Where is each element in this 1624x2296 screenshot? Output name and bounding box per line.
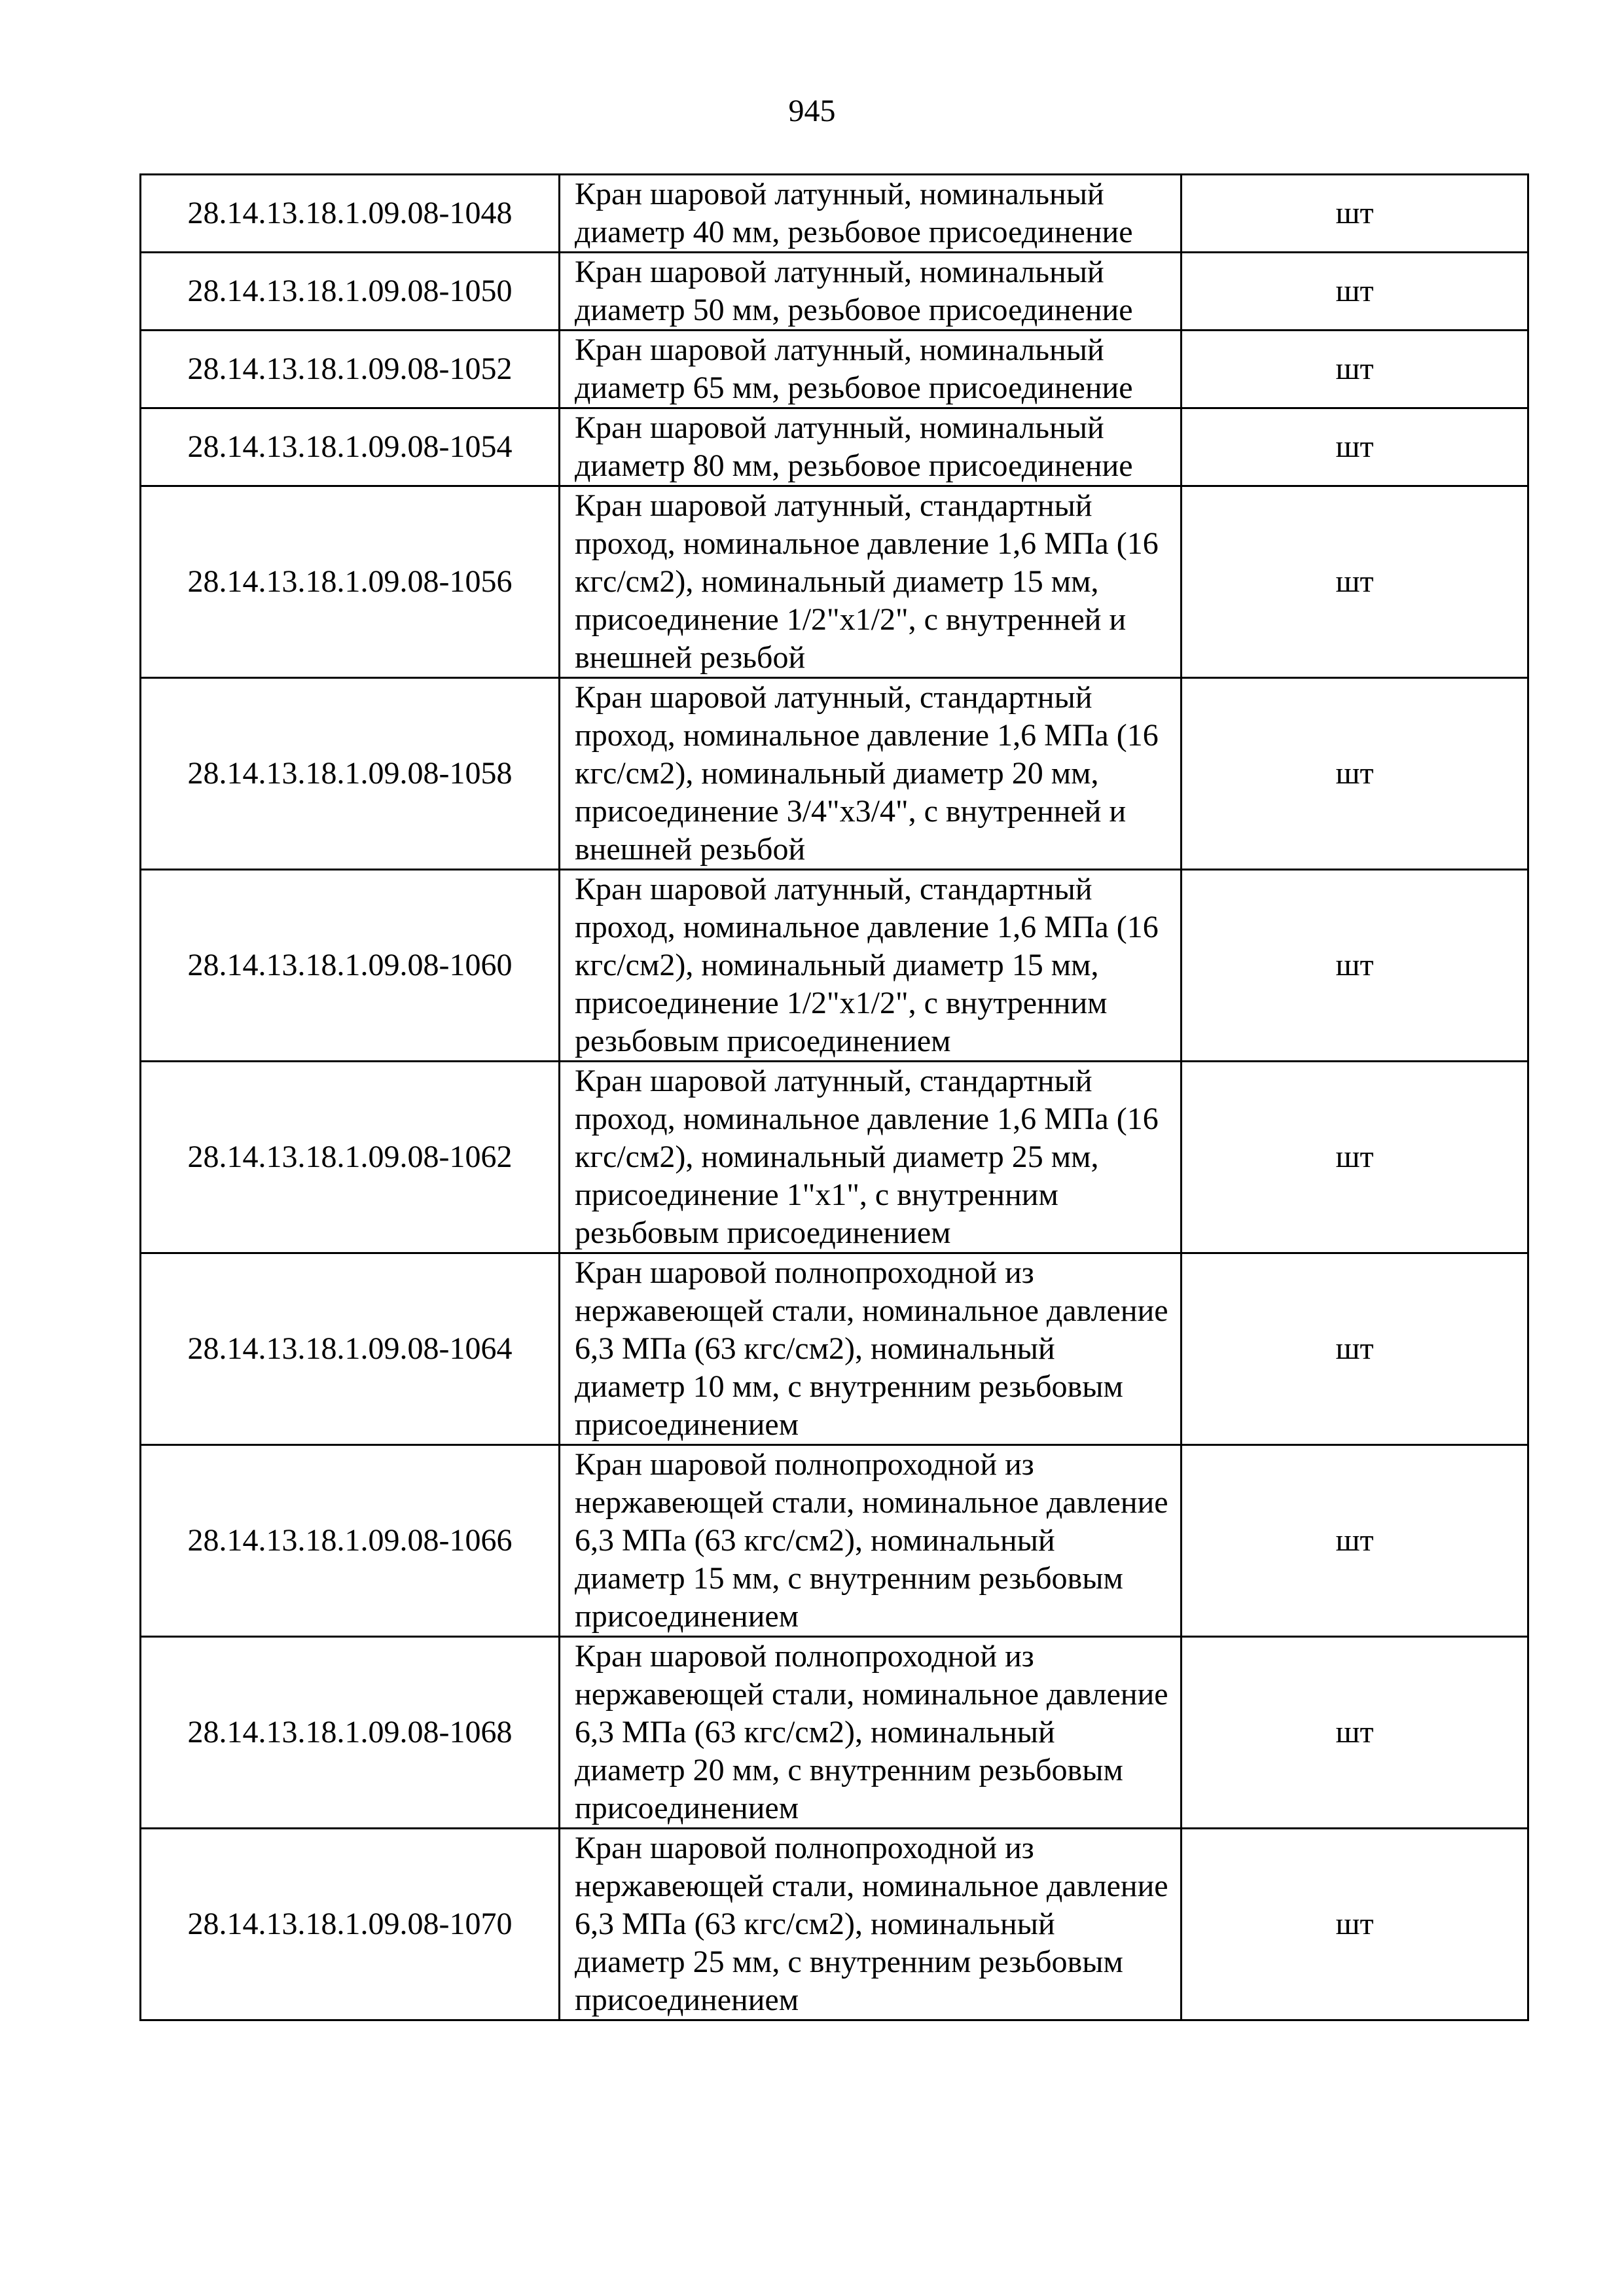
resource-unit: шт	[1182, 1445, 1528, 1637]
resource-unit: шт	[1182, 1062, 1528, 1253]
page-number: 945	[788, 94, 836, 128]
table-row	[141, 1062, 1528, 1253]
table-row	[141, 1637, 1528, 1829]
resource-unit: шт	[1182, 331, 1528, 408]
resource-name: Кран шаровой полнопроходной из нержавеющей стали, номинальное давление 6,3 МПа (63 кгс/см2), номинальный диаметр 10 мм, с внутренним резьбовым присоединением	[560, 1253, 1182, 1445]
resource-name: Кран шаровой латунный, стандартный проход, номинальное давление 1,6 МПа (16 кгс/см2), номинальный диаметр 25 мм, присоединение 1"x1", с внутренним резьбовым присоединением	[560, 1062, 1182, 1253]
resource-unit: шт	[1182, 1829, 1528, 2020]
resource-unit: шт	[1182, 1637, 1528, 1829]
table-row	[141, 1829, 1528, 2020]
resource-code: 28.14.13.18.1.09.08-1068	[141, 1637, 560, 1829]
resource-unit: шт	[1182, 678, 1528, 870]
resource-name: Кран шаровой латунный, номинальный диаметр 50 мм, резьбовое присоединение	[560, 253, 1182, 331]
table-row	[141, 253, 1528, 331]
table-row	[141, 1445, 1528, 1637]
table-row	[141, 331, 1528, 408]
table-row	[141, 408, 1528, 486]
resource-code: 28.14.13.18.1.09.08-1070	[141, 1829, 560, 2020]
resource-name: Кран шаровой латунный, стандартный проход, номинальное давление 1,6 МПа (16 кгс/см2), номинальный диаметр 15 мм, присоединение 1/2"x1/2", с внутренним резьбовым присоединением	[560, 870, 1182, 1062]
table-row	[141, 1253, 1528, 1445]
resource-unit: шт	[1182, 175, 1528, 253]
resource-name: Кран шаровой латунный, номинальный диаметр 40 мм, резьбовое присоединение	[560, 175, 1182, 253]
resource-name: Кран шаровой латунный, стандартный проход, номинальное давление 1,6 МПа (16 кгс/см2), номинальный диаметр 15 мм, присоединение 1/2"x1/2", с внутренней и внешней резьбой	[560, 486, 1182, 678]
resource-code: 28.14.13.18.1.09.08-1066	[141, 1445, 560, 1637]
resource-unit: шт	[1182, 408, 1528, 486]
resource-unit: шт	[1182, 486, 1528, 678]
resource-code: 28.14.13.18.1.09.08-1058	[141, 678, 560, 870]
resource-name: Кран шаровой полнопроходной из нержавеющей стали, номинальное давление 6,3 МПа (63 кгс/см2), номинальный диаметр 20 мм, с внутренним резьбовым присоединением	[560, 1637, 1182, 1829]
table-row	[141, 175, 1528, 253]
table-row	[141, 678, 1528, 870]
resource-code: 28.14.13.18.1.09.08-1048	[141, 175, 560, 253]
resource-table	[139, 173, 1529, 2021]
resource-unit: шт	[1182, 1253, 1528, 1445]
resource-code: 28.14.13.18.1.09.08-1064	[141, 1253, 560, 1445]
resource-code: 28.14.13.18.1.09.08-1056	[141, 486, 560, 678]
resource-name: Кран шаровой латунный, стандартный проход, номинальное давление 1,6 МПа (16 кгс/см2), номинальный диаметр 20 мм, присоединение 3/4"x3/4", с внутренней и внешней резьбой	[560, 678, 1182, 870]
resource-code: 28.14.13.18.1.09.08-1050	[141, 253, 560, 331]
resource-code: 28.14.13.18.1.09.08-1060	[141, 870, 560, 1062]
resource-unit: шт	[1182, 870, 1528, 1062]
resource-name: Кран шаровой полнопроходной из нержавеющей стали, номинальное давление 6,3 МПа (63 кгс/см2), номинальный диаметр 25 мм, с внутренним резьбовым присоединением	[560, 1829, 1182, 2020]
resource-name: Кран шаровой латунный, номинальный диаметр 65 мм, резьбовое присоединение	[560, 331, 1182, 408]
resource-code: 28.14.13.18.1.09.08-1054	[141, 408, 560, 486]
resource-code: 28.14.13.18.1.09.08-1062	[141, 1062, 560, 1253]
resource-name: Кран шаровой латунный, номинальный диаметр 80 мм, резьбовое присоединение	[560, 408, 1182, 486]
table-row	[141, 870, 1528, 1062]
table-row	[141, 486, 1528, 678]
resource-unit: шт	[1182, 253, 1528, 331]
resource-name: Кран шаровой полнопроходной из нержавеющей стали, номинальное давление 6,3 МПа (63 кгс/см2), номинальный диаметр 15 мм, с внутренним резьбовым присоединением	[560, 1445, 1182, 1637]
resource-code: 28.14.13.18.1.09.08-1052	[141, 331, 560, 408]
